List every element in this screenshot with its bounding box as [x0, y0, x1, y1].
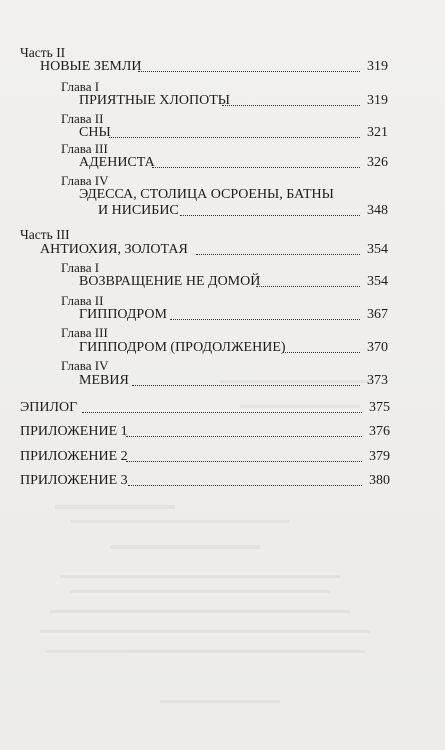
chapter-title: ГИППОДРОМ (ПРОДОЛЖЕНИЕ)	[79, 340, 286, 355]
chapter-label: Глава IV	[61, 358, 109, 373]
page-number: 373	[367, 373, 388, 388]
page-number: 321	[367, 125, 388, 140]
page-number: 319	[367, 59, 388, 74]
leader-dots	[180, 215, 360, 216]
leader-dots	[196, 254, 360, 255]
chapter-label: Глава II	[61, 293, 104, 308]
chapter-title: ВОЗВРАЩЕНИЕ НЕ ДОМОЙ	[79, 274, 261, 289]
chapter-title: СНЫ	[79, 125, 111, 140]
page-number: 326	[367, 155, 388, 170]
part-title: АНТИОХИЯ, ЗОЛОТАЯ	[40, 242, 188, 257]
back-matter-title: ПРИЛОЖЕНИЕ 3	[20, 473, 128, 488]
chapter-title: АДЕНИСТА	[79, 155, 155, 170]
page-number: 375	[369, 400, 390, 415]
leader-dots	[126, 461, 362, 462]
chapter-label: Глава I	[61, 260, 100, 275]
leader-dots	[109, 137, 360, 138]
part-title: НОВЫЕ ЗЕМЛИ	[40, 59, 142, 74]
leader-dots	[222, 105, 360, 106]
page-number: 370	[367, 340, 388, 355]
leader-dots	[82, 412, 362, 413]
leader-dots	[138, 71, 360, 72]
back-matter-title: ПРИЛОЖЕНИЕ 2	[20, 449, 128, 464]
leader-dots	[126, 436, 362, 437]
page-number: 348	[367, 203, 388, 218]
chapter-title: МЕВИЯ	[79, 373, 129, 388]
page-number: 376	[369, 424, 390, 439]
chapter-label: Глава III	[61, 325, 108, 340]
leader-dots	[128, 485, 362, 486]
page-number: 354	[367, 242, 388, 257]
page-number: 367	[367, 307, 388, 322]
leader-dots	[152, 167, 360, 168]
back-matter-title: ЭПИЛОГ	[20, 400, 78, 415]
chapter-title: ГИППОДРОМ	[79, 307, 167, 322]
chapter-label: Глава I	[61, 79, 100, 94]
leader-dots	[132, 385, 360, 386]
chapter-title-line-2: И НИСИБИС	[98, 203, 179, 218]
part-label: Часть III	[20, 227, 70, 242]
page-number: 319	[367, 93, 388, 108]
page-number: 354	[367, 274, 388, 289]
back-matter-title: ПРИЛОЖЕНИЕ 1	[20, 424, 128, 439]
leader-dots	[170, 319, 360, 320]
chapter-label: Глава II	[61, 111, 104, 126]
page-number: 380	[369, 473, 390, 488]
part-label: Часть II	[20, 45, 66, 60]
chapter-label: Глава III	[61, 141, 108, 156]
page-number: 379	[369, 449, 390, 464]
leader-dots	[256, 286, 360, 287]
chapter-label: Глава IV	[61, 173, 109, 188]
chapter-title: ПРИЯТНЫЕ ХЛОПОТЫ	[79, 93, 230, 108]
chapter-title-line-1: ЭДЕССА, СТОЛИЦА ОСРОЕНЫ, БАТНЫ	[79, 187, 334, 202]
